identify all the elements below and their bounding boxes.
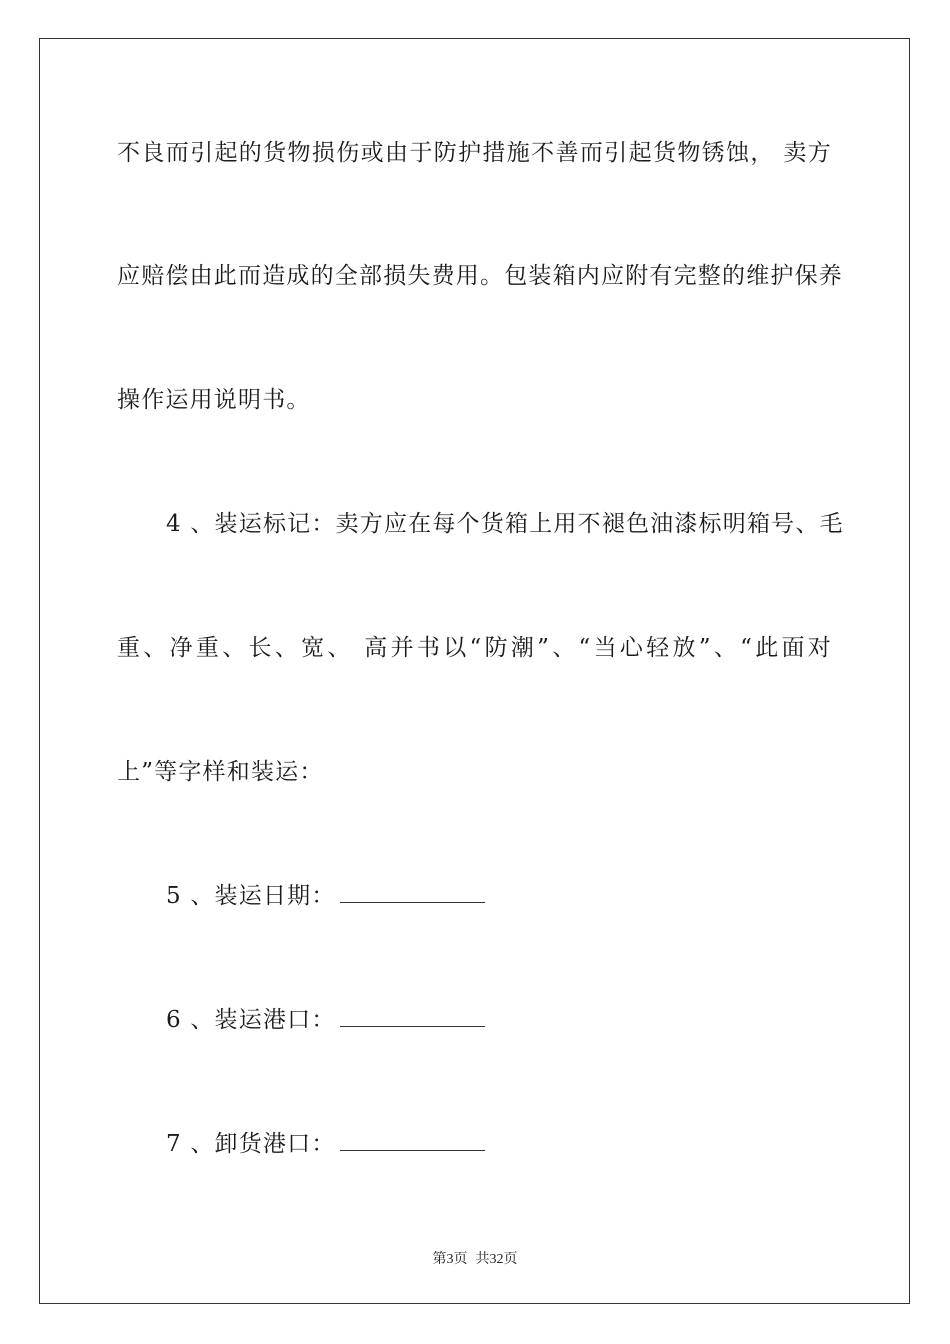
page-frame <box>39 38 910 1304</box>
text-line: 4 、装运标记：卖方应在每个货箱上用不褪色油漆标明箱号、毛 <box>166 511 844 537</box>
page-footer <box>0 1248 950 1268</box>
unloading-port-blank <box>340 1132 485 1151</box>
unloading-port-item <box>166 1129 832 1159</box>
text-line: 重、净重、长、宽、 高并书以“防潮”、“当心轻放”、“此面对 <box>117 635 832 661</box>
unloading-port-label: 7 、卸货港口： <box>166 1131 336 1157</box>
text-line: 不良而引起的货物损伤或由于防护措施不善而引起货物锈蚀， 卖方 <box>117 140 832 166</box>
loading-port-blank <box>340 1008 485 1027</box>
loading-port-label: 6 、装运港口： <box>166 1007 336 1033</box>
text-line: 上”等字样和装运： <box>117 759 324 785</box>
shipping-date-label: 5 、装运日期： <box>166 883 336 909</box>
shipping-date-item <box>166 881 832 911</box>
text-line: 应赔偿由此而造成的全部损失费用。包装箱内应附有完整的维护保养 <box>117 263 843 289</box>
total-pages: 共32页 <box>475 1252 518 1267</box>
shipping-date-blank <box>340 884 485 903</box>
page-number: 第3页 <box>432 1252 468 1267</box>
loading-port-item <box>166 1005 832 1035</box>
text-line: 操作运用说明书。 <box>117 387 311 413</box>
